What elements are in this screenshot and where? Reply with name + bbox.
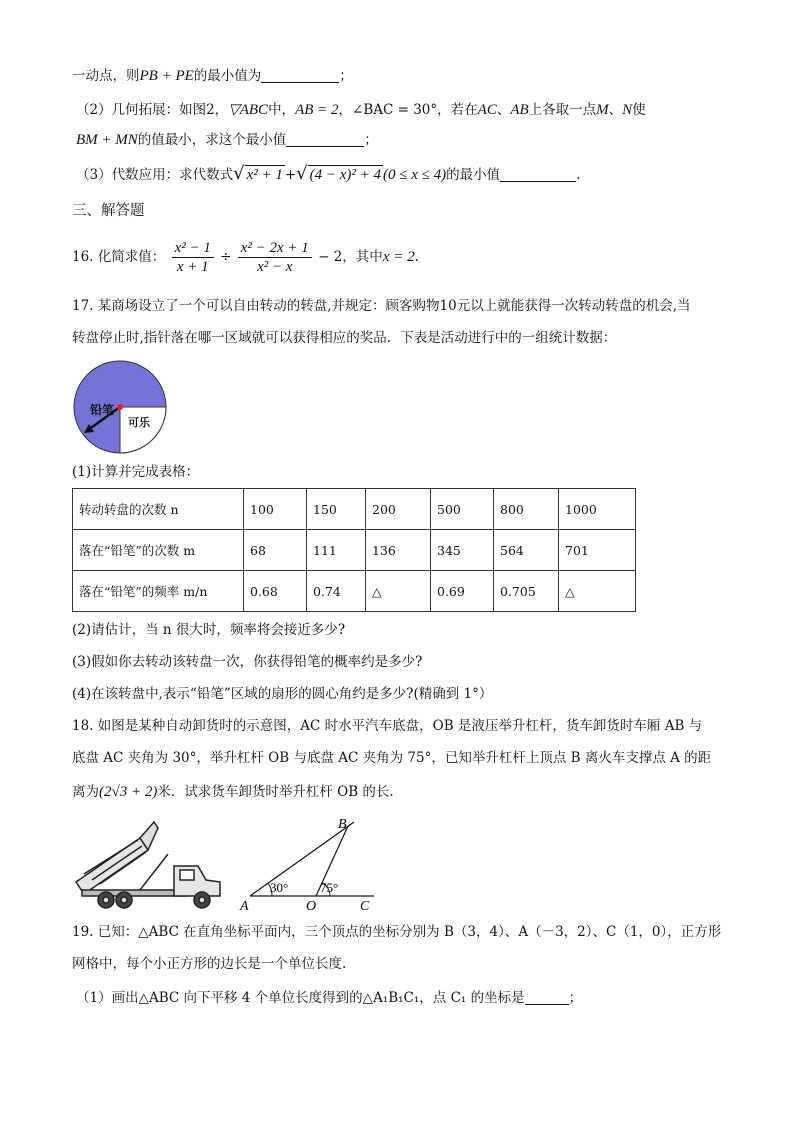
q19-line3-end: ；: [568, 990, 583, 1006]
table-cell-blank[interactable]: △: [559, 571, 636, 612]
point-a-label: A: [240, 899, 249, 914]
table-row: [73, 489, 636, 530]
q16-label: 16. 化简求值：: [72, 249, 166, 265]
stats-table: [72, 488, 636, 612]
q15-p3-post: 的最小值: [446, 167, 501, 183]
q19-line3: [76, 988, 582, 1008]
q16-f2-num: x² − 2x + 1: [238, 239, 312, 258]
q15-p2-ac: AC: [477, 102, 497, 118]
answer-blank[interactable]: [261, 68, 339, 83]
table-cell: 落在“铅笔”的频率 m/n: [73, 571, 244, 612]
table-cell: 500: [431, 489, 494, 530]
sqrt-icon: √: [233, 163, 245, 184]
q17-line2: 转盘停止时,指针落在哪一区域就可以获得相应的奖品．下表是活动进行中的一组统计数据：: [72, 330, 617, 346]
table-cell: 1000: [559, 489, 636, 530]
q15-p2-expr: BM + MN: [76, 132, 138, 148]
table-cell: 落在“铅笔”的次数 m: [73, 530, 244, 571]
q18-line3-post: 米．试求货车卸货时举升杠杆 OB 的长.: [157, 784, 394, 800]
q17-sub4: (4)在该转盘中,表示“铅笔”区域的扇形的圆心角约是多少?(精确到 1°）: [72, 686, 493, 702]
q17-sub1: (1)计算并完成表格：: [72, 464, 200, 480]
q15-p2-line2-post: 的值最小，求这个最小值: [137, 132, 287, 148]
table-cell: 111: [307, 530, 366, 571]
q15-part2-line2: [76, 130, 378, 150]
q19-line2: 网格中，每个小正方形的边长是一个单位长度.: [72, 956, 347, 972]
q16: [72, 238, 419, 276]
q15-p2-ab2: AB: [510, 102, 529, 118]
table-cell: 0.74: [307, 571, 366, 612]
divide-icon: ÷: [220, 249, 232, 265]
q19-line3-text: （1）画出△ABC 向下平移 4 个单位长度得到的△A₁B₁C₁，点 C₁ 的坐标是: [76, 990, 525, 1006]
section-title: 三、解答题: [72, 203, 145, 219]
table-cell: 100: [244, 489, 307, 530]
wheel-center-pin: [117, 404, 123, 410]
table-cell-blank[interactable]: △: [366, 571, 431, 612]
wheel-cola-sector: [120, 407, 166, 453]
q15-p2-end: 使: [632, 102, 646, 118]
dump-truck-illustration: [70, 818, 238, 914]
wheel-label-pencil: 铅笔: [90, 403, 115, 417]
table-cell: 564: [494, 530, 559, 571]
q18-line2: 底盘 AC 夹角为 30°，举升杠杆 OB 与底盘 AC 夹角为 75°，已知举升杠杆上顶点 B 离火车支撑点 A 的距: [72, 750, 712, 766]
angle-30-label: 30°: [270, 880, 289, 895]
segment-ab: [250, 822, 354, 896]
table-cell: 150: [307, 489, 366, 530]
answer-blank[interactable]: [525, 990, 569, 1005]
table-cell: 800: [494, 489, 559, 530]
q19-line1: 19. 已知：△ABC 在直角坐标平面内，三个顶点的坐标分别为 B（3，4）、A（－3，2）、C（1，0），正方形: [72, 924, 722, 940]
q15-p3-plus: +: [284, 167, 297, 183]
point-b-label: B: [338, 817, 347, 832]
q15-line1-end: ；: [339, 68, 353, 84]
table-cell: 345: [431, 530, 494, 571]
q17-sub2: (2)请估计，当 n 很大时，频率将会接近多少?: [72, 622, 346, 638]
q15-expr: PB + PE: [139, 68, 194, 84]
spinner-wheel: [70, 360, 174, 456]
wheel-label-cola: 可乐: [128, 416, 150, 429]
q18-line1: 18. 如图是某种自动卸货时的示意图，AC 时水平汽车底盘，OB 是液压举升杠杆，货车卸货时车厢 AB 与: [72, 718, 703, 734]
q15-p2-ab: AB = 2: [295, 102, 339, 118]
q16-f2-den: x² − x: [257, 259, 293, 275]
q15-p2-line2-end: ；: [364, 132, 378, 148]
q15-p2-triangle: ▽ABC: [228, 102, 269, 118]
q15-part2-line1: [76, 100, 646, 120]
q15-line1: [72, 66, 353, 86]
q15-p3-radicand1: x² + 1: [246, 167, 283, 183]
q15-p2-angle: ，∠BAC = 30°，若在: [338, 102, 478, 118]
q16-fraction1: [172, 239, 214, 276]
q16-f1-den: x + 1: [176, 259, 209, 275]
q18-line3: [72, 782, 394, 802]
q18-geometry-figure: [238, 814, 378, 914]
answer-blank[interactable]: [500, 167, 576, 182]
table-cell: 68: [244, 530, 307, 571]
table-cell: 0.68: [244, 571, 307, 612]
q15-p2-n: N: [622, 102, 633, 118]
q15-line1-post: 的最小值为: [193, 68, 262, 84]
q16-tail: − 2，其中: [318, 249, 383, 265]
q18-distance-expr: (2√3 + 2): [99, 784, 158, 800]
q15-p2-sep2: 、: [608, 102, 623, 118]
q16-end: .: [414, 249, 419, 265]
q17-line1: 17. 某商场设立了一个可以自由转动的转盘,并规定：顾客购物10元以上就能获得一次转动转盘的机会,当: [72, 298, 691, 314]
q17-sub3: (3)假如你去转动该转盘一次，你获得铅笔的概率约是多少?: [72, 654, 423, 670]
answer-blank[interactable]: [286, 132, 364, 147]
q15-line1-text: 一动点，则: [72, 68, 140, 84]
table-cell: 200: [366, 489, 431, 530]
q15-p2-sep: 、: [496, 102, 511, 118]
q15-p3-condition: (0 ≤ x ≤ 4): [383, 167, 447, 183]
q15-p3-end: .: [576, 167, 581, 183]
q18-line3-pre: 离为: [72, 784, 99, 800]
q15-p2-label: （2）几何拓展：如图2，: [76, 102, 229, 118]
q15-p2-mid: 中，: [268, 102, 296, 118]
sqrt-icon: √: [296, 163, 308, 184]
q15-p3-radicand2: (4 − x)² + 4: [309, 167, 382, 183]
q15-p2-pts: 上各取一点: [528, 102, 597, 118]
table-row: [73, 571, 636, 612]
truck-icon: [76, 822, 220, 908]
q15-p3-label: （3）代数应用：求代数式: [76, 167, 234, 183]
table-cell: 701: [559, 530, 636, 571]
table-row: [73, 530, 636, 571]
point-o-label: O: [306, 899, 317, 914]
q15-p2-m: M: [596, 102, 609, 118]
table-cell: 136: [366, 530, 431, 571]
q15-part3: [76, 164, 580, 185]
q16-fraction2: [238, 239, 312, 276]
angle-75-label: 75°: [320, 880, 339, 895]
table-cell: 转动转盘的次数 n: [73, 489, 244, 530]
table-cell: 0.69: [431, 571, 494, 612]
q16-condition: x = 2: [382, 249, 415, 265]
point-c-label: C: [360, 899, 370, 914]
table-cell: 0.705: [494, 571, 559, 612]
q16-f1-num: x² − 1: [172, 239, 214, 258]
